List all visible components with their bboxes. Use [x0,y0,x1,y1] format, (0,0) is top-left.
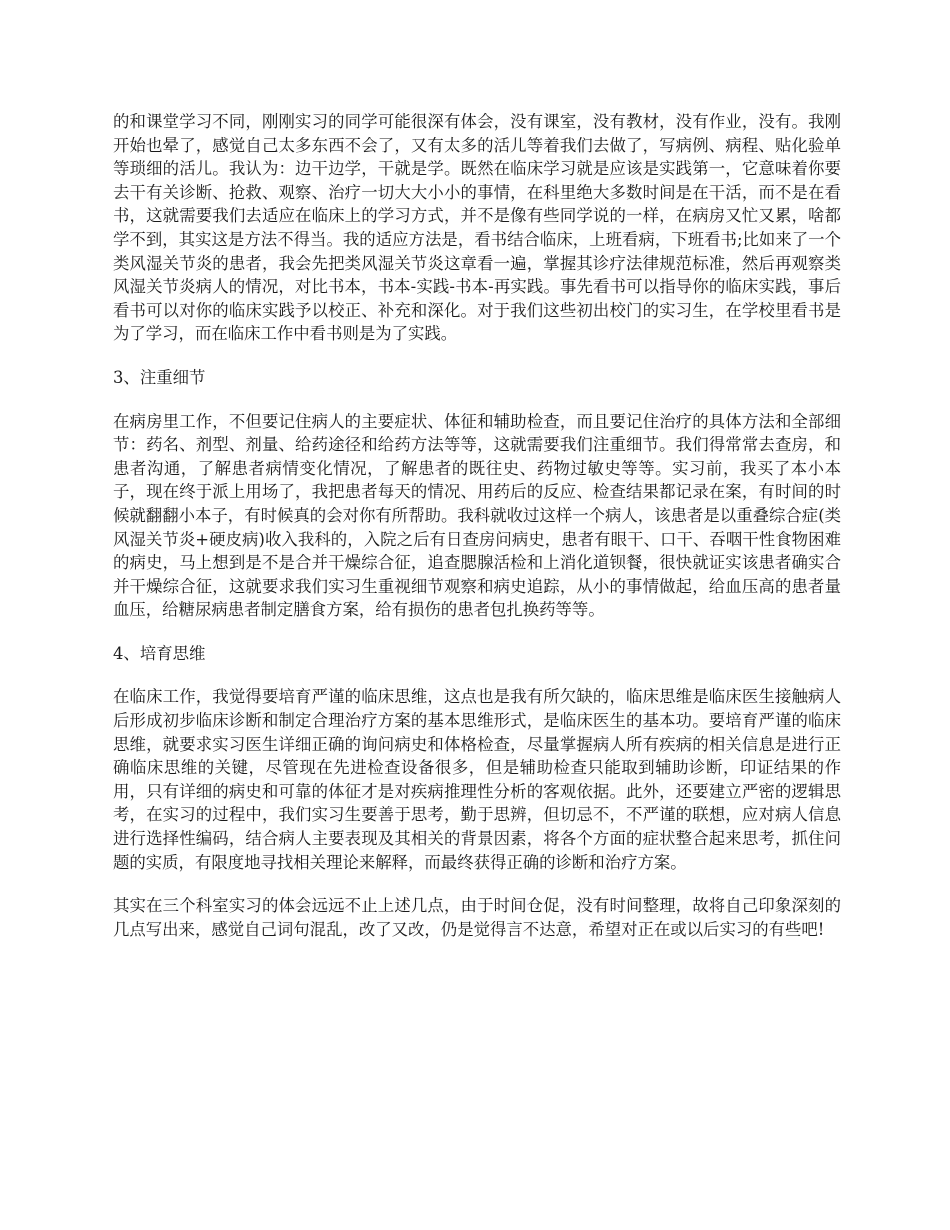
paragraph-attention-to-detail: 在病房里工作，不但要记住病人的主要症状、体征和辅助检查，而且要记住治疗的具体方法和全部细节：药名、剂型、剂量、给药途径和给药方法等等，这就需要我们注重细节。我们得常常去查房，和患者沟通，了解患者病情变化情况，了解患者的既往史、药物过敏史等等。实习前，我买了本小本子，现在终于派上用场了，我把患者每天的情况、用药后的反应、检查结果都记录在案，有时间的时候就翻翻小本子，有时候真的会对你有所帮助。我科就收过这样一个病人，该患者是以重叠综合症(类风湿关节炎+硬皮病)收入我科的，入院之后有日查房问病史，患者有眼干、口干、吞咽干性食物困难的病史，马上想到是不是合并干燥综合征，追查腮腺活检和上消化道钡餐，很快就证实该患者确实合并干燥综合征，这就要求我们实习生重视细节观察和病史追踪，从小的事情做起，给血压高的患者量血压，给糖尿病患者制定膳食方案，给有损伤的患者包扎换药等等。 [113,411,841,620]
paragraph-clinical-thinking: 在临床工作，我觉得要培育严谨的临床思维，这点也是我有所欠缺的，临床思维是临床医生接触病人后形成初步临床诊断和制定合理治疗方案的基本思维形式，是临床医生的基本功。要培育严谨的临床思维，就要求实习医生详细正确的询问病史和体格检查，尽量掌握病人所有疾病的相关信息是进行正确临床思维的关键，尽管现在先进检查设备很多，但是辅助检查只能取到辅助诊断，印证结果的作用，只有详细的病史和可靠的体征才是对疾病推理性分析的客观依据。此外，还要建立严密的逻辑思考，在实习的过程中，我们实习生要善于思考，勤于思辨，但切忌不，不严谨的联想，应对病人信息进行选择性编码，结合病人主要表现及其相关的背景因素，将各个方面的症状整合起来思考，抓住问题的实质，有限度地寻找相关理论来解释，而最终获得正确的诊断和治疗方案。 [113,687,841,872]
section-heading-attention-to-detail: 3、注重细节 [113,367,206,387]
section-heading-clinical-thinking: 4、培育思维 [113,643,206,663]
paragraph-clinical-learning: 的和课堂学习不同，刚刚实习的同学可能很深有体会，没有课室，没有教材，没有作业，没有。我刚开始也晕了，感觉自己太多东西不会了，又有太多的活儿等着我们去做了，写病例、病程、贴化验单等琐细的活儿。我认为：边干边学，干就是学。既然在临床学习就是应该是实践第一，它意味着你要去干有关诊断、抢救、观察、治疗一切大大小小的事情，在科里绝大多数时间是在干活，而不是在看书，这就需要我们去适应在临床上的学习方式，并不是像有些同学说的一样，在病房又忙又累，啥都学不到，其实这是方法不得当。我的适应方法是，看书结合临床，上班看病，下班看书;比如来了一个类风湿关节炎的患者，我会先把类风湿关节炎这章看一遍，掌握其诊疗法律规范标准，然后再观察类风湿关节炎病人的情况，对比书本，书本-实践-书本-再实践。事先看书可以指导你的临床实践，事后看书可以对你的临床实践予以校正、补充和深化。对于我们这些初出校门的实习生，在学校里看书是为了学习，而在临床工作中看书则是为了实践。 [113,112,841,344]
document-page [113,110,841,961]
paragraph-conclusion: 其实在三个科室实习的体会远远不止上述几点，由于时间仓促，没有时间整理，故将自己印象深刻的几点写出来，感觉自己词句混乱，改了又改，仍是觉得言不达意，希望对正在或以后实习的有些吧! [113,896,841,939]
